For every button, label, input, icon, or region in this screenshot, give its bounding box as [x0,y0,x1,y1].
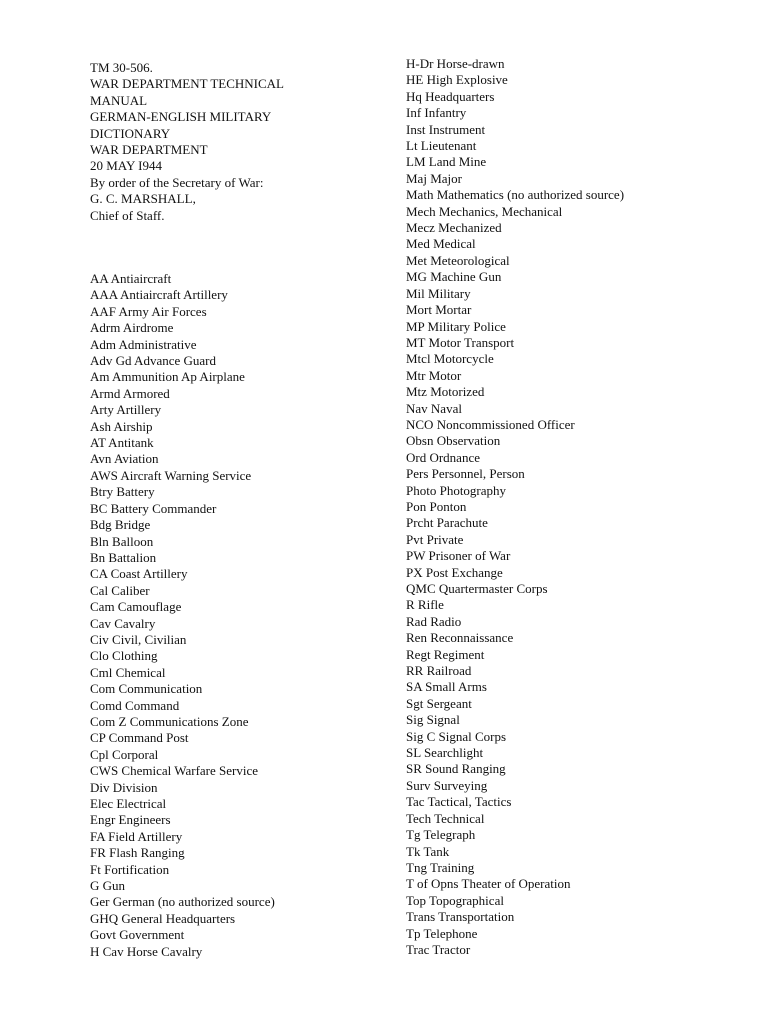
signatory-title: Chief of Staff. [90,207,165,223]
abbreviation-entry: Bdg Bridge [90,517,151,533]
header-line: WAR DEPARTMENT TECHNICAL [90,76,284,92]
abbreviation-entry: Adrm Airdrome [90,320,174,336]
abbreviation-entry: CWS Chemical Warfare Service [90,763,259,779]
abbreviation-entry: Mil Military [406,285,471,301]
abbreviation-entry: Avn Aviation [90,451,159,467]
abbreviation-entry: Cal Caliber [90,582,150,598]
abbreviation-entry: Mort Mortar [406,302,472,318]
header-line: GERMAN-ENGLISH MILITARY [90,109,272,125]
document-header [90,60,284,224]
abbreviation-entry: Armd Armored [90,385,170,401]
abbreviation-entry: BC Battery Commander [90,500,217,516]
abbreviation-entry: MP Military Police [406,318,506,334]
abbreviation-entry: Ft Fortification [90,861,170,877]
abbreviation-entry: Sig C Signal Corps [406,728,507,744]
abbreviation-entry: Mecz Mechanized [406,220,502,236]
abbreviation-entry: Mech Mechanics, Mechanical [406,203,563,219]
abbreviation-entry: Pers Personnel, Person [406,466,525,482]
abbreviation-entry: Cav Cavalry [90,615,156,631]
abbreviation-entry: T of Opns Theater of Operation [406,876,571,892]
abbreviation-entry: Top Topographical [406,892,504,908]
abbreviation-entry: G Gun [90,878,126,894]
abbreviation-entry: SA Small Arms [406,679,487,695]
abbreviation-entry: RR Railroad [406,663,472,679]
abbreviation-entry: Surv Surveying [406,777,488,793]
abbreviation-list-right [406,56,624,958]
abbreviation-entry: CA Coast Artillery [90,566,188,582]
abbreviation-entry: SL Searchlight [406,745,484,761]
abbreviation-entry: Hq Headquarters [406,88,495,104]
abbreviation-entry: Trac Tractor [406,941,471,957]
abbreviation-entry: AAF Army Air Forces [90,303,207,319]
abbreviation-entry: CP Command Post [90,730,189,746]
abbreviation-entry: Mtcl Motorcycle [406,351,494,367]
abbreviation-entry: Am Ammunition Ap Airplane [90,369,245,385]
abbreviation-entry: AA Antiaircraft [90,271,172,286]
abbreviation-entry: Govt Government [90,927,185,943]
header-line: MANUAL [90,92,148,108]
signatory-name: G. C. MARSHALL, [90,191,196,207]
abbreviation-entry: Obsn Observation [406,433,501,449]
abbreviation-entry: MT Motor Transport [406,334,515,350]
abbreviation-entry: Tp Telephone [406,925,478,941]
abbreviation-entry: Tac Tactical, Tactics [406,794,512,810]
publication-date: 20 MAY I944 [90,158,162,174]
abbreviation-entry: Comd Command [90,697,180,713]
abbreviation-entry: Tech Technical [406,810,485,826]
abbreviation-entry: Clo Clothing [90,648,158,664]
abbreviation-entry: Photo Photography [406,482,507,498]
abbreviation-entry: Ash Airship [90,418,153,434]
abbreviation-entry: HE High Explosive [406,72,508,88]
abbreviation-entry: Rad Radio [406,613,462,629]
abbreviation-entry: H Cav Horse Cavalry [90,943,203,959]
abbreviation-entry: Prcht Parachute [406,515,488,531]
abbreviation-entry: MG Machine Gun [406,269,502,285]
manual-number: TM 30-506. [90,60,153,75]
abbreviation-entry: Bln Balloon [90,533,154,549]
abbreviation-entry: GHQ General Headquarters [90,910,236,926]
abbreviation-entry: Div Division [90,779,158,795]
abbreviation-entry: FA Field Artillery [90,828,183,844]
abbreviation-entry: LM Land Mine [406,154,487,170]
abbreviation-entry: SR Sound Ranging [406,761,506,777]
abbreviation-entry: Ger German (no authorized source) [90,894,275,910]
header-line: DICTIONARY [90,125,171,141]
abbreviation-entry: Com Communication [90,681,203,697]
abbreviation-entry: R Rifle [406,597,444,613]
abbreviation-entry: Trans Transportation [406,909,515,925]
abbreviation-entry: Met Meteorological [406,252,510,268]
abbreviation-entry: Tk Tank [406,843,450,859]
abbreviation-entry: PX Post Exchange [406,564,503,580]
abbreviation-entry: PW Prisoner of War [406,548,511,564]
abbreviation-entry: Tng Training [406,859,475,875]
abbreviation-entry: AT Antitank [90,435,154,451]
abbreviation-entry: Tg Telegraph [406,827,476,843]
abbreviation-entry: Med Medical [406,236,476,252]
abbreviation-entry: Nav Naval [406,400,462,416]
abbreviation-entry: Cam Camouflage [90,599,182,615]
abbreviation-entry: Elec Electrical [90,796,167,811]
abbreviation-entry: Sig Signal [406,712,460,728]
abbreviation-entry: Lt Lieutenant [406,138,477,154]
abbreviation-entry: Arty Artillery [90,402,162,418]
abbreviation-entry: Adv Gd Advance Guard [90,353,216,369]
abbreviation-entry: AWS Aircraft Warning Service [90,467,252,483]
abbreviation-entry: Regt Regiment [406,646,485,662]
abbreviation-entry: Inst Instrument [406,121,486,137]
abbreviation-entry: H-Dr Horse-drawn [406,56,505,71]
abbreviation-entry: Btry Battery [90,484,155,500]
abbreviation-entry: Cml Chemical [90,664,166,680]
abbreviation-entry: Mtr Motor [406,367,462,383]
order-line: By order of the Secretary of War: [90,174,264,190]
abbreviation-entry: Ord Ordnance [406,449,480,465]
abbreviation-entry: FR Flash Ranging [90,845,185,861]
abbreviation-list-left [90,271,275,960]
abbreviation-entry: Adm Administrative [90,336,197,352]
abbreviation-entry: Math Mathematics (no authorized source) [406,187,625,203]
abbreviation-entry: Engr Engineers [90,812,171,828]
abbreviation-entry: Maj Major [406,170,462,186]
abbreviation-entry: Pon Ponton [406,498,467,514]
abbreviation-entry: Sgt Sergeant [406,695,472,711]
abbreviation-entry: Cpl Corporal [90,746,159,762]
abbreviation-entry: Civ Civil, Civilian [90,631,187,647]
abbreviation-entry: NCO Noncommissioned Officer [406,416,575,432]
header-line: WAR DEPARTMENT [90,142,208,158]
abbreviation-entry: AAA Antiaircraft Artillery [90,287,228,303]
abbreviation-entry: Pvt Private [406,531,464,547]
abbreviation-entry: Mtz Motorized [406,384,485,400]
abbreviation-entry: QMC Quartermaster Corps [406,581,548,596]
abbreviation-entry: Ren Reconnaissance [406,630,514,646]
abbreviation-entry: Bn Battalion [90,549,157,565]
abbreviation-entry: Inf Infantry [406,105,467,121]
abbreviation-entry: Com Z Communications Zone [90,713,249,729]
